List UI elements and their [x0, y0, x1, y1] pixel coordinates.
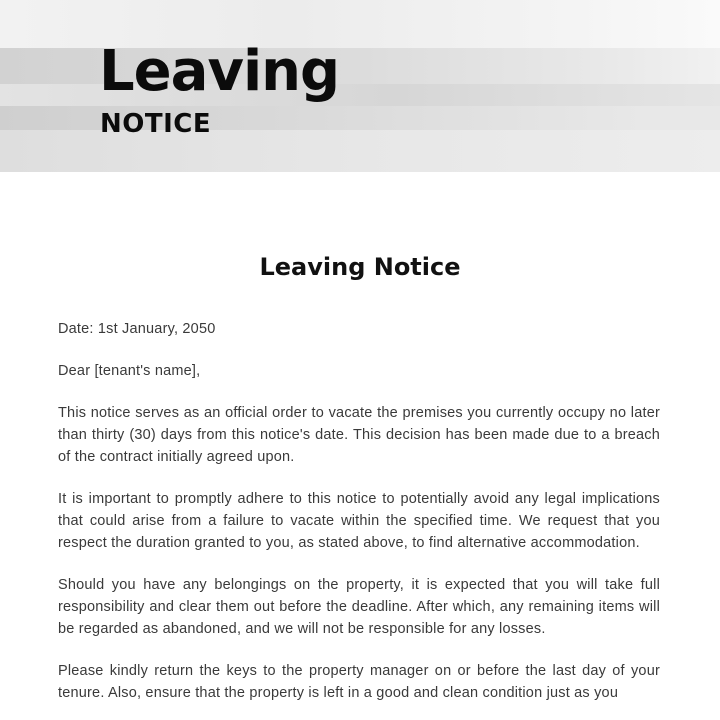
date-line: Date: 1st January, 2050: [58, 321, 216, 337]
body-paragraph: This notice serves as an official order to vacate the premises you currently occupy no later than thirty (30) days from this notice's date. This decision has been made due to a breach of the contract initially agreed upon.: [58, 405, 660, 465]
salutation: Dear [tenant's name],: [58, 363, 201, 379]
body-paragraph: Should you have any belongings on the property, it is expected that you will take full responsibility and clear them out before the deadline. After which, any remaining items will be regarded as abandoned, and we will not be responsible for any losses.: [58, 577, 660, 637]
letter-body: [58, 318, 660, 720]
header-banner: [0, 0, 720, 172]
body-paragraph: Please kindly return the keys to the property manager on or before the last day of your tenure. Also, ensure that the property is left in a good and clean condition just as you: [58, 663, 660, 701]
body-paragraph: It is important to promptly adhere to this notice to potentially avoid any legal implications that could arise from a failure to vacate within the specified time. We request that you respect the duration granted to you, as stated above, to find alternative accommodation.: [58, 491, 660, 551]
banner-subtitle: NOTICE: [100, 109, 212, 139]
document-title: Leaving Notice: [259, 253, 461, 281]
banner-title: Leaving: [99, 39, 340, 104]
